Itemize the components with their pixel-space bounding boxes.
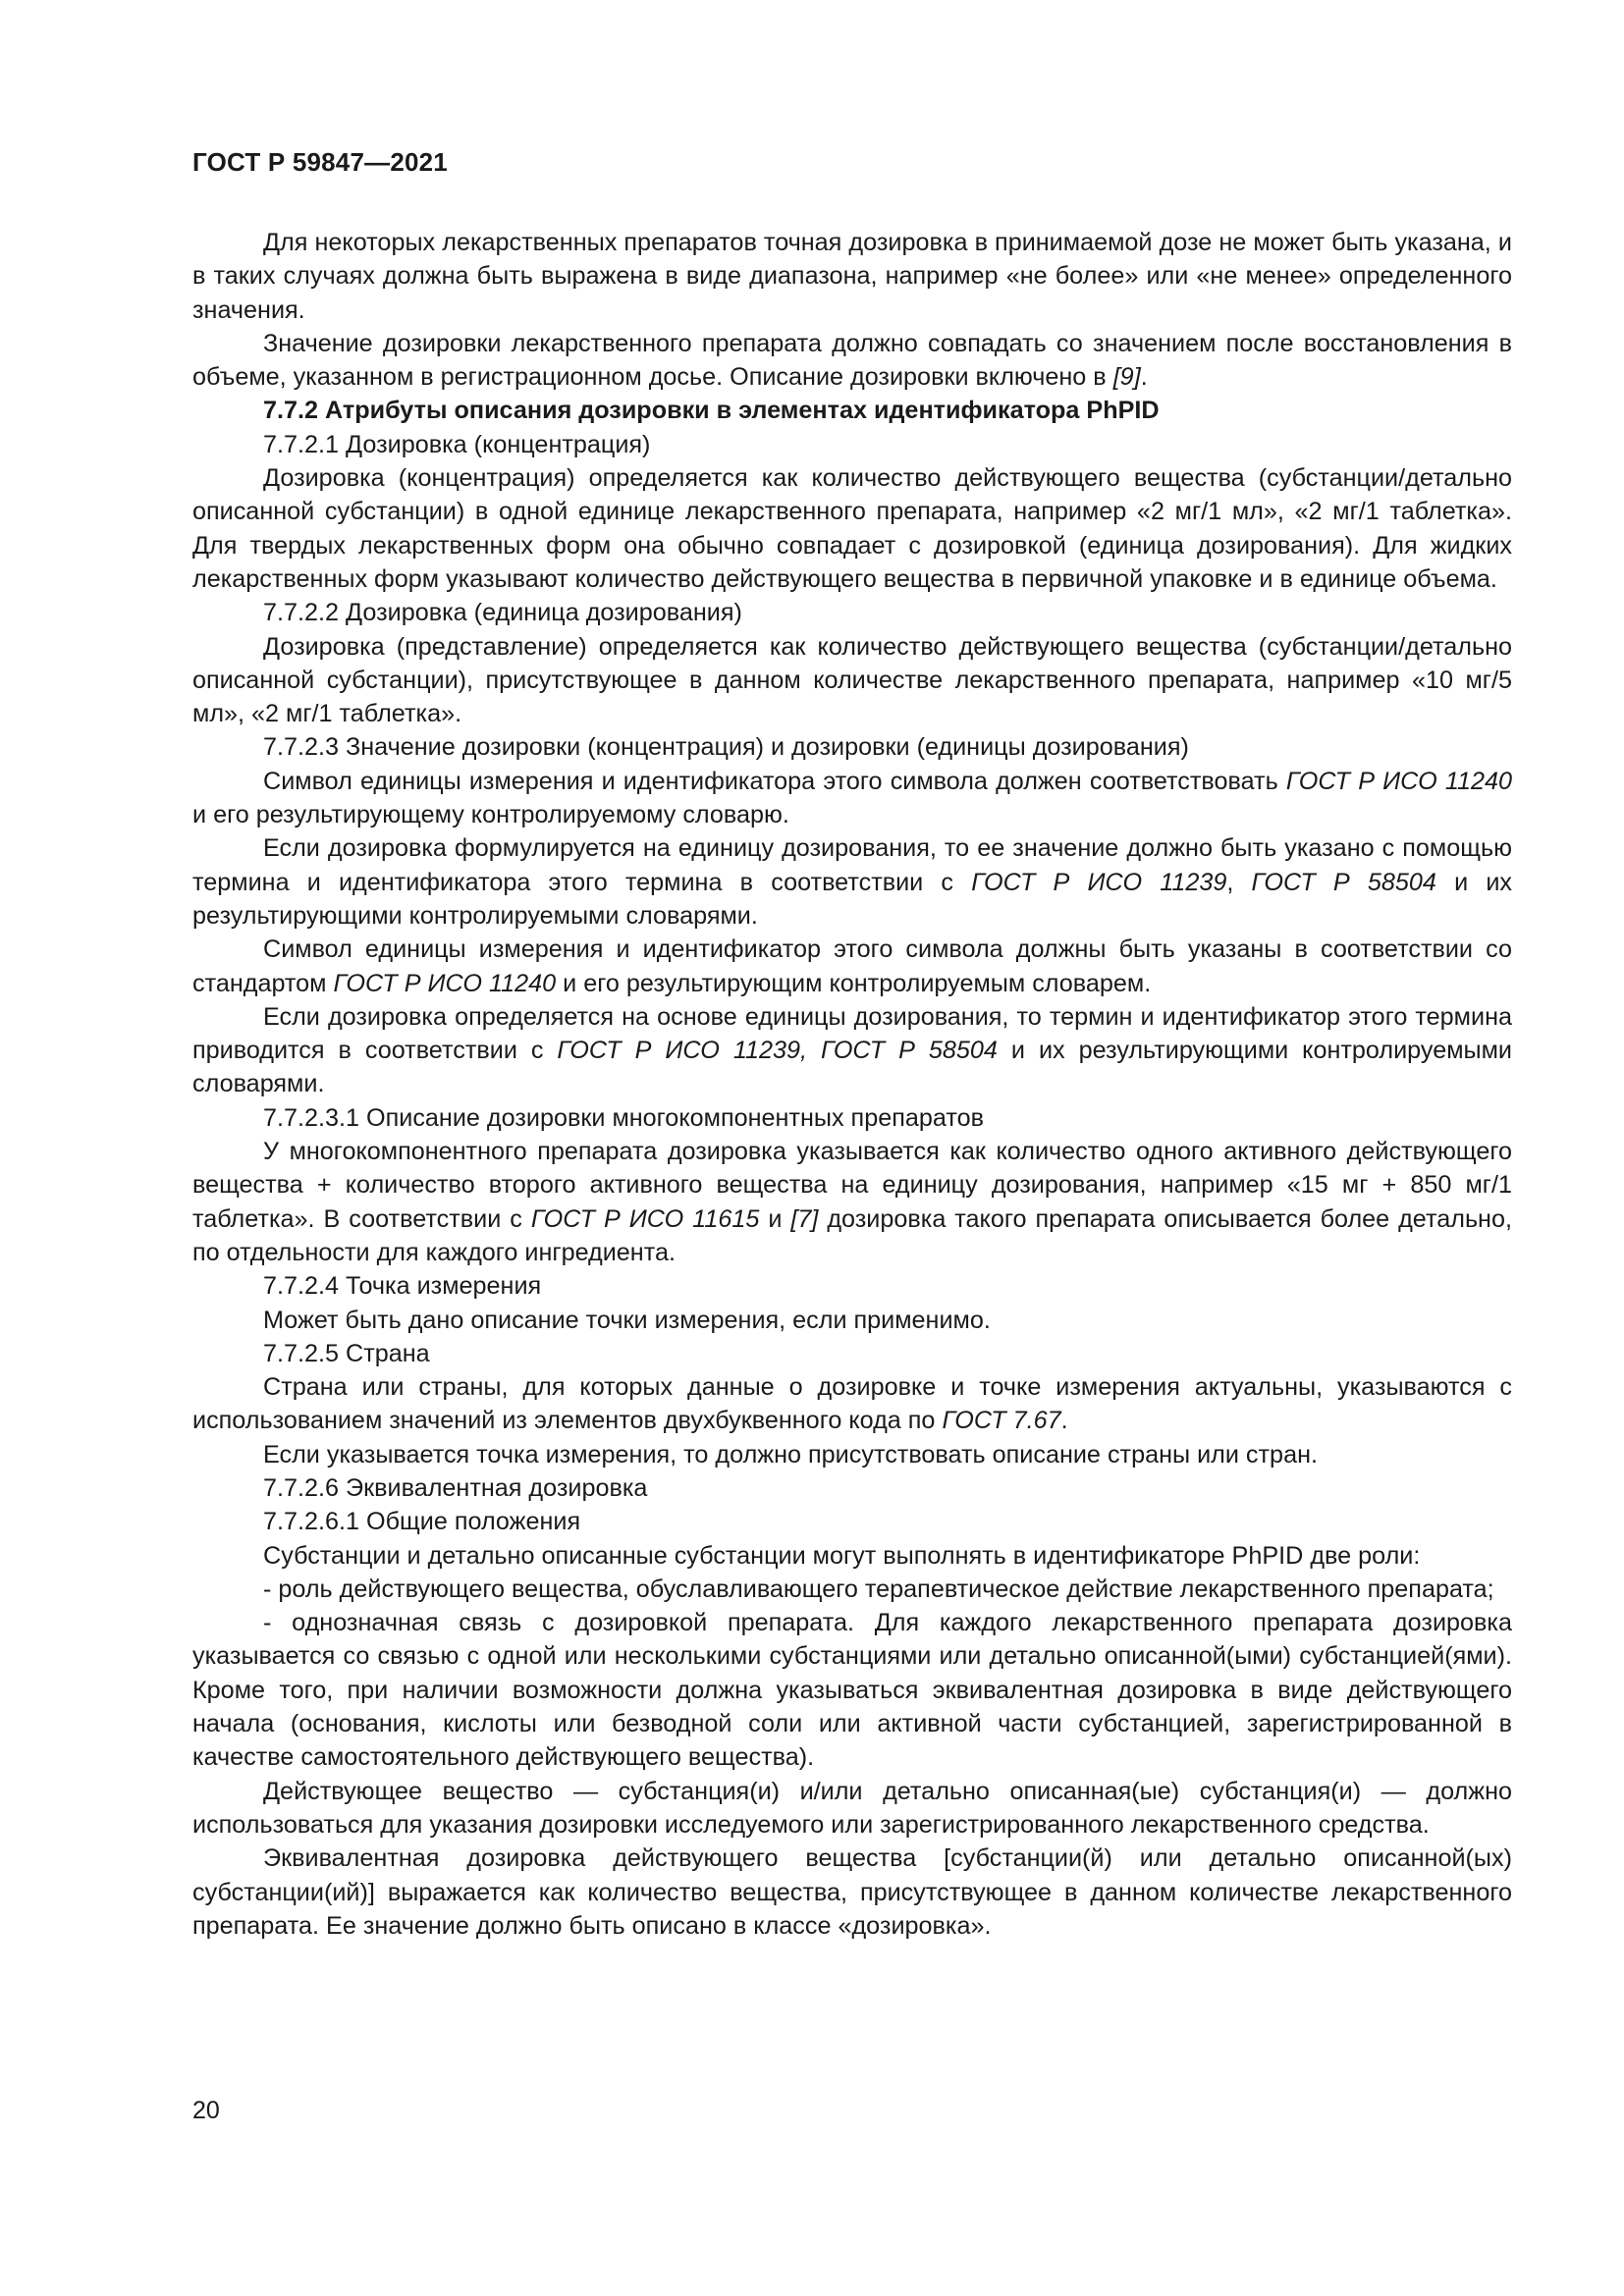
paragraph: Дозировка (представление) определяется как количество действующего вещества (субстанции/детально описанной субстанции), присутствующее в данном количестве лекарственного препарата, например «10 мг/5 мл», «2 мг/1 таблетка».	[192, 632, 1512, 728]
paragraph: Может быть дано описание точки измерения, если применимо.	[263, 1306, 991, 1334]
paragraph: Символ единицы измерения и идентификатора этого символа должен соответствовать ГОСТ Р ИСО 11240 и его результирующему контролируемому словарю.	[192, 767, 1512, 829]
paragraph: Если указывается точка измерения, то должно присутствовать описание страны или стран.	[263, 1440, 1318, 1468]
paragraph: Для некоторых лекарственных препаратов точная дозировка в принимаемой дозе не может быть указана, и в таких случаях должна быть выражена в виде диапазона, например «не более» или «не менее» определенного значения.	[192, 229, 1512, 324]
paragraph: Дозировка (концентрация) определяется как количество действующего вещества (субстанции/детально описанной субстанции) в одной единице лекарственного препарата, например «2 мг/1 мл», «2 мг/1 таблетка». Для твердых лекарственных форм она обычно совпадает с дозировкой (единица дозирования). Для жидких лекарственных форм указывают количество действующего вещества в первичной упаковке и в единице объема.	[192, 464, 1512, 593]
subsection-title: 7.7.2.1 Дозировка (концентрация)	[263, 430, 651, 458]
page-number: 20	[192, 2097, 220, 2124]
paragraph: Эквивалентная дозировка действующего вещества [субстанции(й) или детально описанной(ых) субстанции(ий)] выражается как количество вещества, присутствующее в данном количестве лекарственного препарата. Ее значение должно быть описано в классе «дозировка».	[192, 1844, 1512, 1940]
subsection-title: 7.7.2.3.1 Описание дозировки многокомпонентных препаратов	[263, 1103, 984, 1132]
paragraph: У многокомпонентного препарата дозировка указывается как количество одного активного действующего вещества + количество второго активного вещества на единицу дозирования, например «15 мг + 850 мг/1 таблетка». В соответствии с ГОСТ Р ИСО 11615 и [7] дозировка такого препарата описывается более детально, по отдельности для каждого ингредиента.	[192, 1138, 1512, 1266]
paragraph: Страна или страны, для которых данные о дозировке и точке измерения актуальны, указываются с использованием значений из элементов двухбуквенного кода по ГОСТ 7.67.	[192, 1373, 1512, 1435]
standard-reference: ГОСТ Р 58504	[1251, 868, 1436, 896]
standard-reference: ГОСТ 7.67	[942, 1407, 1061, 1435]
subsection-title: 7.7.2.6.1 Общие положения	[263, 1508, 581, 1536]
paragraph: Если дозировка определяется на основе единицы дозирования, то термин и идентификатор этого термина приводится в соответствии с ГОСТ Р ИСО 11239, ГОСТ Р 58504 и их результирующими контролируемыми словарями.	[192, 1002, 1513, 1098]
standard-reference: ГОСТ Р ИСО 11240	[1285, 767, 1512, 795]
section-heading: 7.7.2 Атрибуты описания дозировки в элементах идентификатора PhPID	[263, 397, 1160, 425]
subsection-title: 7.7.2.4 Точка измерения	[263, 1272, 542, 1301]
reference-link: [7]	[790, 1204, 819, 1233]
paragraph: Значение дозировки лекарственного препарата должно совпадать со значением после восстановления в объеме, указанном в регистрационном досье. Описание дозировки включено в [9].	[192, 329, 1512, 392]
list-item: - роль действующего вещества, обуславливающего терапевтическое действие лекарственного препарата;	[263, 1575, 1494, 1603]
reference-link: [9]	[1112, 363, 1141, 392]
paragraph: Символ единицы измерения и идентификатор этого символа должны быть указаны в соответствии со стандартом ГОСТ Р ИСО 11240 и его результирующим контролируемым словарем.	[192, 935, 1512, 997]
document-header: ГОСТ Р 59847—2021	[192, 147, 448, 177]
list-item: - однозначная связь с дозировкой препарата. Для каждого лекарственного препарата дозировка указывается со связью с одной или несколькими субстанциями или детально описанной(ыми) субстанцией(ями). Кроме того, при наличии возможности должна указываться эквивалентная дозировка в виде действующего начала (основания, кислоты или безводной соли или активной части субстанцией, зарегистрированной в качестве самостоятельного действующего вещества).	[192, 1609, 1512, 1772]
standard-reference: ГОСТ Р ИСО 11239, ГОСТ Р 58504	[557, 1037, 998, 1065]
subsection-title: 7.7.2.5 Страна	[263, 1339, 430, 1367]
standard-reference: ГОСТ Р ИСО 11615	[530, 1204, 760, 1233]
standard-reference: ГОСТ Р ИСО 11239	[971, 868, 1227, 896]
subsection-title: 7.7.2.2 Дозировка (единица дозирования)	[263, 599, 742, 627]
document-body	[192, 226, 1512, 1943]
paragraph: Если дозировка формулируется на единицу дозирования, то ее значение должно быть указано с помощью термина и идентификатора этого термина в соответствии с ГОСТ Р ИСО 11239, ГОСТ Р 58504 и их результирующими контролируемыми словарями.	[192, 834, 1512, 930]
paragraph: Действующее вещество — субстанция(и) и/или детально описанная(ые) субстанция(и) — должно использоваться для указания дозировки исследуемого или зарегистрированного лекарственного средства.	[192, 1777, 1512, 1839]
standard-reference: ГОСТ Р ИСО 11240	[333, 969, 557, 997]
subsection-title: 7.7.2.3 Значение дозировки (концентрация) и дозировки (единицы дозирования)	[263, 733, 1189, 762]
paragraph: Субстанции и детально описанные субстанции могут выполнять в идентификаторе PhPID две роли:	[263, 1541, 1421, 1570]
subsection-title: 7.7.2.6 Эквивалентная дозировка	[263, 1473, 648, 1502]
